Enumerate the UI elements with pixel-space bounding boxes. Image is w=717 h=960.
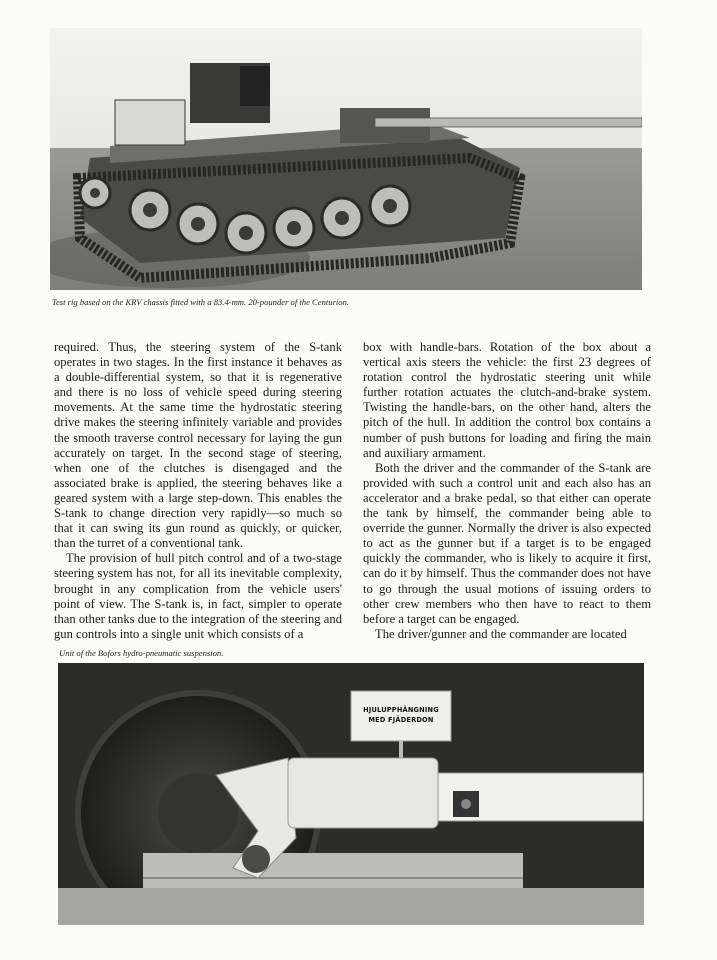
test-rig-tank-illustration (50, 28, 642, 290)
right-text-column (363, 340, 651, 642)
top-figure-caption: Test rig based on the KRV chassis fitted with a 83.4-mm. 20-pounder of the Centurion. (52, 297, 350, 307)
test-rig-photo (50, 28, 642, 290)
left-paragraph-1: required. Thus, the steering system of the S-tank operates in two stages. In the first instance it behaves as a double-differential system, so that it is regenerative and there is no loss of vehicle speed during steering movements. At the same time the hydrostatic steering drive makes the steering infinitely variable and provides the smooth traverse control necessary for laying the gun accurately on target. In the second stage of steering, when one of the clutches is disengaged and the associated brake is applied, the steering behaves like a geared system with a large step-down. This enables the S-tank to change direction very rapidly—so much so that it can swing its gun round as quickly, or quicker, than the turret of a conventional tank. (54, 340, 342, 551)
sign-line-1: HJULUPPHÄNGNING (363, 706, 439, 714)
left-text-column (54, 340, 342, 642)
bottom-figure-caption: Unit of the Bofors hydro-pneumatic suspension. (59, 648, 224, 658)
suspension-unit-photo (58, 663, 644, 925)
right-paragraph-3: The driver/gunner and the commander are located (375, 626, 627, 641)
right-paragraph-1: box with handle-bars. Rotation of the box about a vertical axis steers the vehicle: the first 23 degrees of rotation control the hydrostatic steering unit while further rotation actuates the clutch-and-brake system. Twisting the handle-bars, on the other hand, alters the pitch of the hull. In addition the control box contains a number of push buttons for loading and firing the main and auxiliary armament. (363, 340, 651, 460)
left-paragraph-2: The provision of hull pitch control and of a two-stage steering system has not, for all its inevitable complexity, brought in any complication from the vehicle users' point of view. The S-tank is, in fact, simpler to operate than other tanks due to the integration of the steering and gun controls into a single unit which consists of a (54, 551, 342, 641)
suspension-unit-illustration (58, 663, 644, 925)
sign-line-2: MED FJÄDERDON (368, 716, 434, 724)
right-paragraph-2: Both the driver and the commander of the S-tank are provided with such a control unit and each also has an accelerator and a brake pedal, so that either can operate the tank by himself, the commander being able to override the gunner. Normally the driver is also expected to act as the gunner but if a target is to be engaged quickly the commander, who is likely to acquire it first, can do it by himself. Thus the commander does not have to go through the usual motions of issuing orders to other crew members who then have to react to them before a target can be engaged. (363, 460, 651, 626)
